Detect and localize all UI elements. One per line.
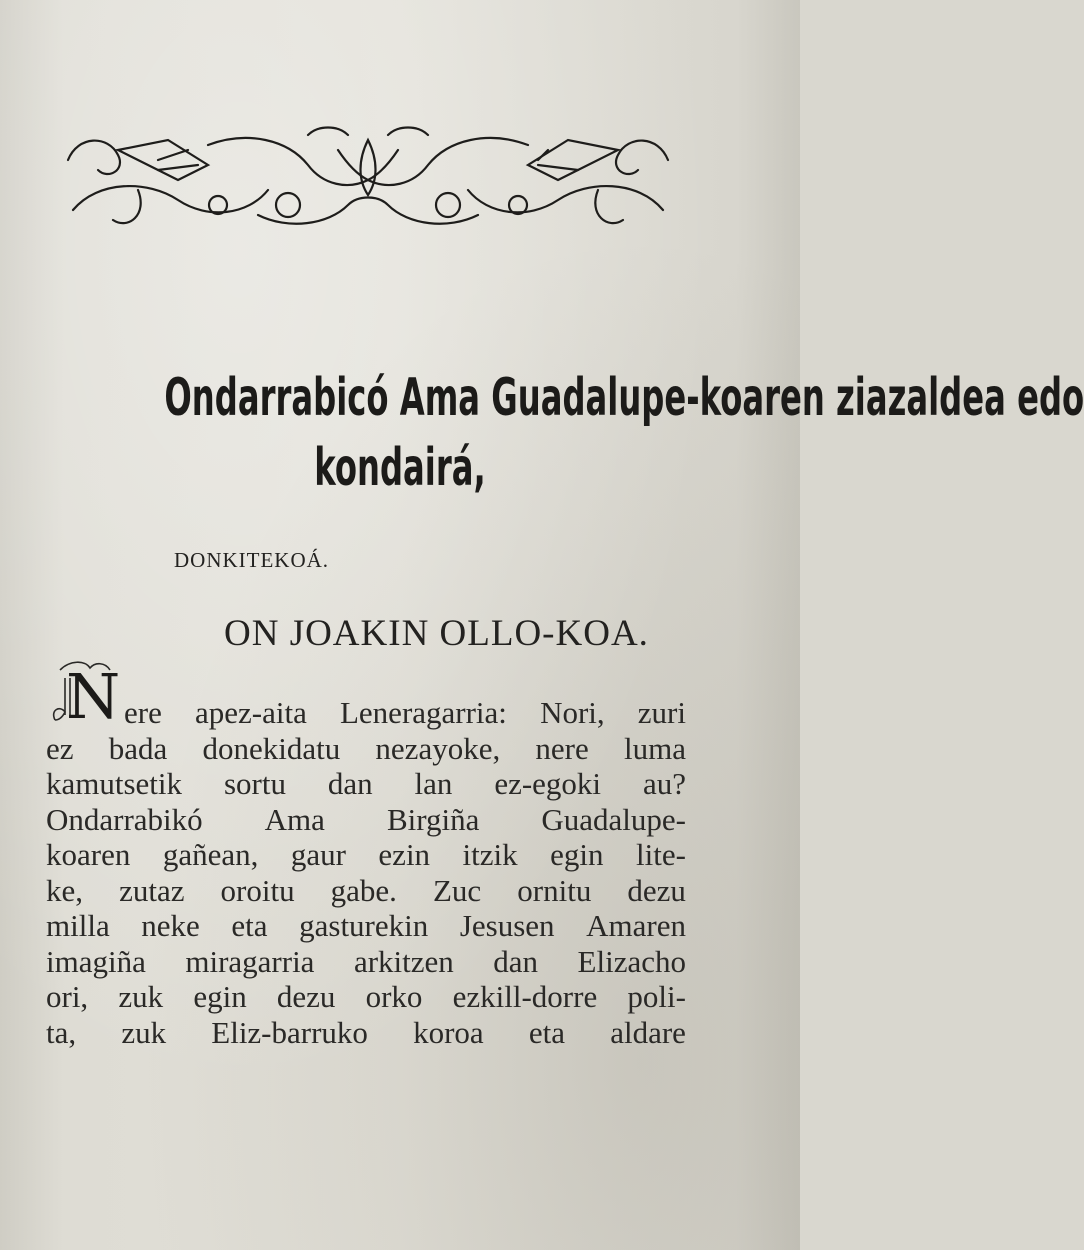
body-word: Ondarrabikó bbox=[46, 801, 203, 837]
body-word: nezayoke, bbox=[375, 730, 501, 766]
body-word: bada bbox=[108, 730, 168, 766]
body-word: dezu bbox=[276, 979, 336, 1014]
body-word: Jesusen bbox=[459, 908, 555, 943]
body-line-10 bbox=[46, 1015, 686, 1051]
body-word: gaur bbox=[290, 837, 346, 872]
body-word: ornitu bbox=[517, 872, 592, 908]
body-line-9 bbox=[46, 979, 686, 1015]
body-word: au? bbox=[642, 766, 686, 801]
body-word: poli- bbox=[627, 979, 686, 1014]
body-line-4 bbox=[46, 802, 686, 838]
dedication-heading: DONKITEKOÁ. bbox=[174, 548, 330, 572]
body-word: Ama bbox=[264, 801, 325, 837]
body-word: zutaz bbox=[119, 872, 185, 908]
body-word: apez-aita bbox=[194, 695, 307, 730]
body-word: ez bbox=[46, 730, 74, 766]
body-word: kamutsetik bbox=[46, 766, 183, 801]
body-word: dan bbox=[327, 766, 373, 801]
body-word: ke, bbox=[46, 872, 84, 908]
body-word: sortu bbox=[223, 766, 286, 801]
body-word: Leneragarria: bbox=[339, 695, 507, 730]
chapter-title-line-1: Ondarrabicó Ama Guadalupe-koaren ziazaldea edo bbox=[164, 368, 1084, 428]
body-word: oroitu bbox=[220, 872, 295, 908]
body-word: Guadalupe- bbox=[541, 801, 686, 837]
body-word: aldare bbox=[610, 1014, 686, 1050]
chapter-title-line-2: kondairá, bbox=[314, 438, 486, 498]
body-word: miragarria bbox=[185, 943, 315, 979]
body-word: Amaren bbox=[586, 908, 686, 943]
body-word: ez-egoki bbox=[494, 766, 602, 801]
body-word: imagiña bbox=[46, 943, 146, 979]
body-word: dezu bbox=[627, 872, 686, 908]
body-word: gasturekin bbox=[299, 908, 429, 943]
body-word: itzik bbox=[462, 837, 518, 872]
body-word: zuri bbox=[637, 695, 686, 730]
body-word: luma bbox=[623, 730, 686, 766]
body-word: zuk bbox=[118, 979, 164, 1014]
dedication-recipient: ON JOAKIN OLLO-KOA. bbox=[224, 613, 649, 654]
body-line-6 bbox=[46, 873, 686, 909]
body-word: eta bbox=[528, 1014, 566, 1050]
body-word: Nori, bbox=[540, 695, 605, 730]
dropcap-letter: N bbox=[66, 660, 121, 733]
body-word: neke bbox=[141, 908, 200, 943]
body-line-5 bbox=[46, 837, 686, 873]
body-word: zuk bbox=[121, 1014, 167, 1050]
body-word: orko bbox=[365, 979, 423, 1014]
body-word: Birgiña bbox=[386, 801, 480, 837]
body-word: ta, bbox=[46, 1014, 77, 1050]
body-word: egin bbox=[550, 837, 604, 872]
body-word: egin bbox=[193, 979, 247, 1014]
decorative-headpiece-ornament bbox=[58, 120, 678, 240]
body-word: Eliz-barruko bbox=[211, 1014, 368, 1050]
body-line-2 bbox=[46, 731, 686, 767]
body-word: gañean, bbox=[162, 837, 259, 872]
body-word: ezin bbox=[378, 837, 431, 872]
body-word: lite- bbox=[636, 837, 686, 872]
body-word: arkitzen bbox=[353, 943, 454, 979]
body-word: ori, bbox=[46, 979, 89, 1014]
body-line-3 bbox=[46, 766, 686, 802]
body-word: nere bbox=[535, 730, 589, 766]
body-line-8 bbox=[46, 944, 686, 980]
body-word: eta bbox=[231, 908, 268, 943]
body-word: gabe. bbox=[330, 872, 397, 908]
body-word: Zuc bbox=[433, 872, 482, 908]
body-word: lan bbox=[414, 766, 453, 801]
body-word: koaren bbox=[46, 837, 131, 872]
body-line-7 bbox=[46, 908, 686, 944]
body-word: donekidatu bbox=[202, 730, 341, 766]
body-word: koroa bbox=[413, 1014, 484, 1050]
dedication-body bbox=[46, 695, 686, 1050]
body-word: Elizacho bbox=[577, 943, 686, 979]
body-word: ere bbox=[124, 695, 162, 730]
body-word: ezkill-dorre bbox=[452, 979, 598, 1014]
body-word: milla bbox=[46, 908, 110, 943]
body-word: dan bbox=[493, 943, 539, 979]
body-line-1 bbox=[46, 695, 686, 731]
